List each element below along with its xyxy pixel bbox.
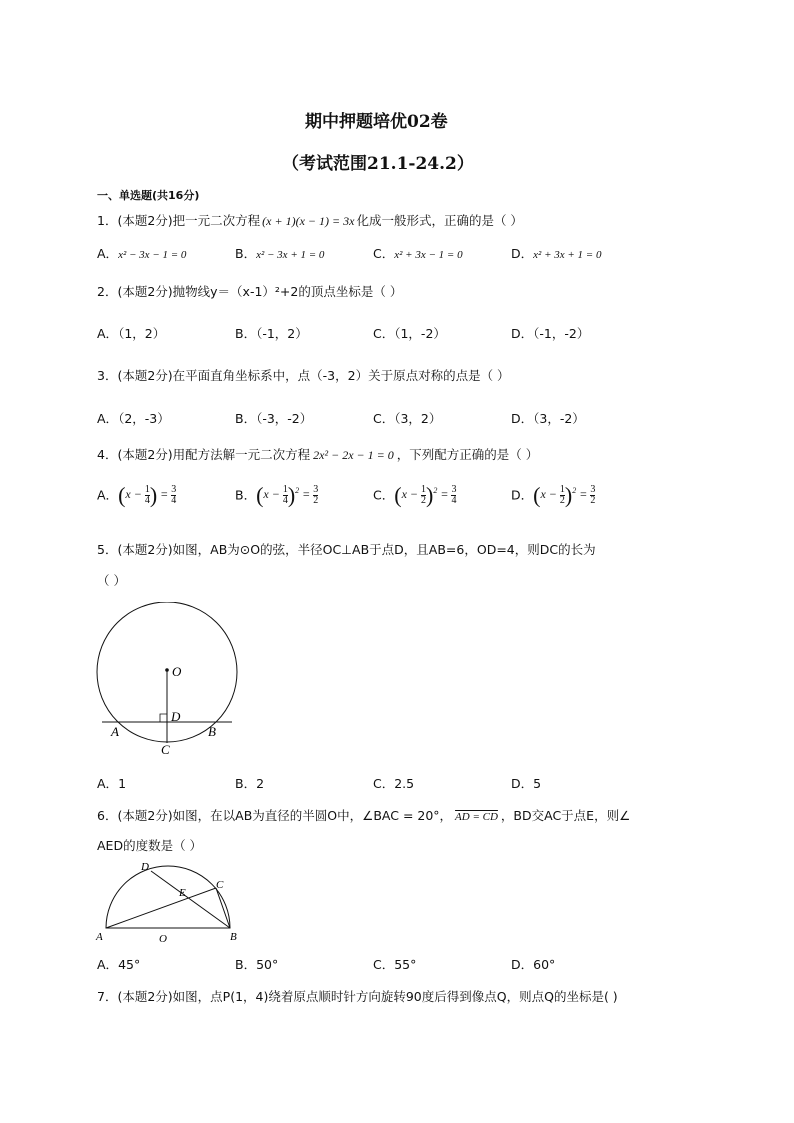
q1-option-d[interactable]: D．x² + 3x + 1 = 0 [511, 246, 602, 261]
q6-option-c[interactable]: C．55° [373, 957, 417, 972]
section-heading: 一、单选题(共16分) [97, 189, 200, 202]
q4-option-d[interactable]: D．(x − $\frac{1}{2}$ )$^2$ = $\frac{3}{2}$ [511, 482, 596, 507]
label-o: O [159, 933, 167, 945]
question-6-line2: AED的度数是（ ） [97, 838, 203, 853]
label-b: B [230, 931, 237, 943]
q1-option-a[interactable]: A．x² − 3x − 1 = 0 [97, 246, 187, 261]
label-d: D [141, 861, 149, 873]
q6-option-a[interactable]: A．45° [97, 957, 141, 972]
q4-option-b[interactable]: B．(x − $\frac{1}{4}$ )$^2$ = $\frac{3}{2}$ [235, 482, 319, 507]
q4-option-c[interactable]: C．(x − $\frac{1}{2}$ )$^2$ = $\frac{3}{4}$ [373, 482, 457, 507]
label-o: O [172, 664, 182, 679]
q5-option-a[interactable]: A．1 [97, 776, 127, 791]
arc-equality: AD = CD [455, 811, 498, 823]
label-a: A [96, 931, 103, 943]
q5-option-d[interactable]: D．5 [511, 776, 542, 791]
exam-scope-subtitle: （考试范围21.1-24.2） [282, 154, 474, 174]
question-4: 4．(本题2分)用配方法解一元二次方程 2x² − 2x − 1 = 0 ，下列配方正确的是（ ） [97, 447, 539, 462]
q6-option-b[interactable]: B．50° [235, 957, 279, 972]
question-3: 3．(本题2分)在平面直角坐标系中，点（-3，2）关于原点对称的点是（ ） [97, 368, 510, 383]
label-a: A [111, 724, 119, 739]
q2-option-c[interactable]: C．（1，-2） [373, 326, 446, 341]
q3-option-a[interactable]: A．（2，-3） [97, 411, 170, 426]
q1-option-c[interactable]: C．x² + 3x − 1 = 0 [373, 246, 463, 261]
question-6: 6．(本题2分)如图，在以AB为直径的半圆O中，∠BAC = 20°， AD = CD ，BD交AC于点E，则∠ [97, 808, 631, 823]
label-c: C [161, 742, 170, 757]
label-b: B [208, 724, 216, 739]
question-1 [97, 211, 523, 229]
label-e: E [179, 887, 186, 899]
question-1-tail: 化成一般形式，正确的是（ ） [356, 213, 523, 228]
q2-option-d[interactable]: D．（-1，-2） [511, 326, 590, 341]
question-7: 7．(本题2分)如图，点P(1，4)绕着原点顺时针方向旋转90度后得到像点Q，则点Q的坐标是( ) [97, 989, 618, 1004]
question-2: 2．(本题2分)抛物线y＝（x-1）²+2的顶点坐标是（ ） [97, 284, 403, 299]
q2-option-b[interactable]: B．（-1，2） [235, 326, 308, 341]
q2-option-a[interactable]: A．（1，2） [97, 326, 166, 341]
circle-figure [92, 602, 247, 762]
question-4-equation: 2x² − 2x − 1 = 0 [313, 448, 394, 462]
q6-option-d[interactable]: D．60° [511, 957, 556, 972]
question-1-equation: (x + 1)(x − 1) = 3x [262, 214, 355, 228]
q1-option-b[interactable]: B．x² − 3x + 1 = 0 [235, 246, 325, 261]
q3-option-d[interactable]: D．（3，-2） [511, 411, 585, 426]
q5-option-b[interactable]: B．2 [235, 776, 265, 791]
q5-option-c[interactable]: C．2.5 [373, 776, 415, 791]
question-5: 5．(本题2分)如图，AB为⊙O的弦，半径OC⊥AB于点D，且AB=6，OD=4，则DC的长为 [97, 542, 596, 557]
label-c: C [216, 879, 224, 891]
page-title: 期中押题培优02卷 [305, 112, 448, 132]
q3-option-b[interactable]: B．（-3，-2） [235, 411, 313, 426]
semicircle-figure [94, 858, 244, 946]
q4-option-a[interactable]: A．(x − $\frac{1}{4}$ ) = $\frac{3}{4}$ [97, 482, 177, 507]
label-d: D [171, 709, 181, 724]
question-5-line2: （ ） [97, 573, 126, 588]
q3-option-c[interactable]: C．（3，2） [373, 411, 442, 426]
question-1-stem: 1．(本题2分)把一元二次方程 [97, 213, 261, 228]
